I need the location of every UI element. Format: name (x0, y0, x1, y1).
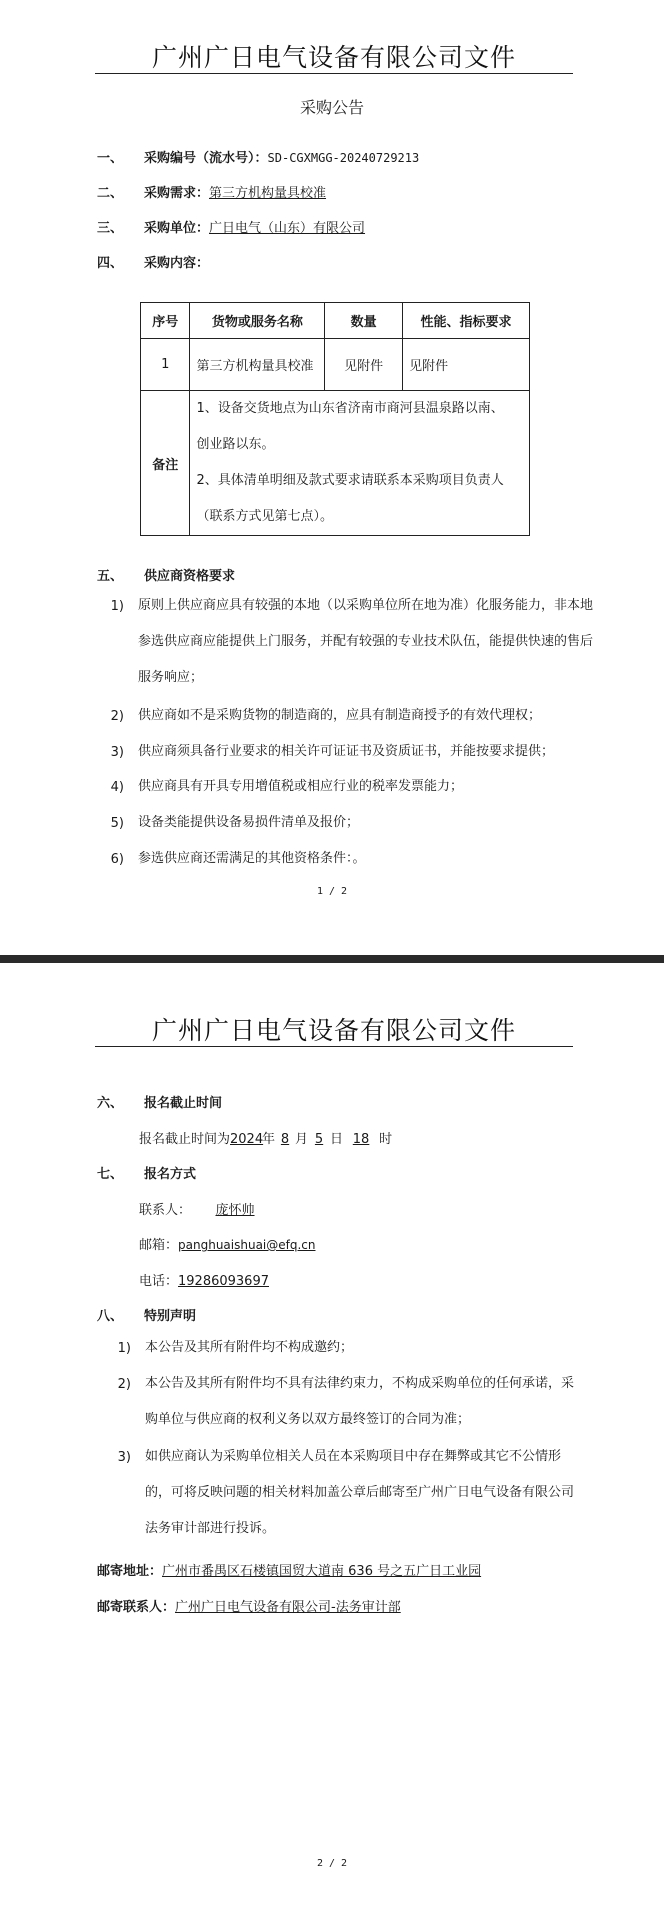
requirement-text: 设备类能提供设备易损件清单及报价； (138, 815, 360, 830)
requirement-text: 供应商须具备行业要求的相关许可证证书及资质证书，并能按要求提供； (138, 744, 555, 759)
table-row (141, 339, 530, 391)
contact-label: 联系人： (139, 1203, 192, 1218)
statement-number: 2) (117, 1377, 131, 1392)
section-number: 二、 (97, 186, 124, 201)
section-number: 一、 (97, 151, 124, 166)
statement-text: 本公告及其所有附件均不具有法律约束力，不构成采购单位的任何承诺，采购单位与供应商的权利义务以双方最终签订的合同为准； (145, 1376, 575, 1427)
phone-value: 19286093697 (178, 1274, 269, 1289)
statement-number: 3) (117, 1450, 131, 1465)
section-label: 采购内容： (144, 256, 210, 271)
email-line (139, 1234, 316, 1253)
page-number: 2 / 2 (316, 1858, 348, 1869)
remark-line: 创业路以东。 (196, 437, 275, 452)
section-label: 报名方式 (144, 1167, 197, 1182)
statement-text: 本公告及其所有附件均不构成邀约； (145, 1340, 354, 1355)
table-remark-row (141, 391, 530, 536)
statement-number: 1) (117, 1341, 131, 1356)
requirement-text: 供应商具有开具专用增值税或相应行业的税率发票能力； (138, 779, 464, 794)
requirement-number: 2) (110, 709, 124, 724)
table-cell: 第三方机构量具校准 (190, 339, 325, 391)
requirement-text: 原则上供应商应具有较强的本地（以采购单位所在地为准）化服务能力，非本地参选供应商应能提供上门服务，并配有较强的专业技术队伍，能提供快速的售后服务响应； (138, 598, 594, 685)
document-page-1 (0, 0, 664, 955)
contact-name: 庞怀帅 (215, 1203, 255, 1218)
header-rule (95, 73, 573, 74)
table-header-cell: 性能、指标要求 (403, 303, 530, 339)
section-number: 五、 (97, 569, 124, 584)
document-header: 广州广日电气设备有限公司文件 (151, 1016, 516, 1045)
section-label: 供应商资格要求 (144, 569, 236, 584)
procurement-table (140, 302, 530, 536)
section-label: 报名截止时间 (144, 1096, 223, 1111)
email-value[interactable]: panghuaishuai@efq.cn (178, 1238, 316, 1252)
section-body (144, 182, 326, 201)
requirement-number: 5) (110, 816, 124, 831)
remark-line: 2、具体清单明细及款式要求请联系本采购项目负责人 (196, 473, 504, 488)
requirement-number: 1) (110, 599, 124, 614)
mailing-address-label: 邮寄地址： (97, 1564, 163, 1579)
deadline-hour: 18 (352, 1132, 370, 1147)
table-cell: 1 (141, 339, 190, 391)
document-page-2 (0, 963, 664, 1918)
remark-line: （联系方式见第七点）。 (196, 509, 333, 524)
remark-content (190, 391, 530, 536)
table-header-cell: 数量 (325, 303, 403, 339)
procurement-demand: 第三方机构量具校准 (209, 186, 327, 201)
table-header-cell: 序号 (141, 303, 190, 339)
phone-line (139, 1270, 269, 1289)
mailing-contact-line (97, 1596, 401, 1615)
email-label: 邮箱： (139, 1238, 179, 1253)
phone-label: 电话： (139, 1274, 179, 1289)
document-header: 广州广日电气设备有限公司文件 (151, 43, 516, 72)
table-cell: 见附件 (403, 339, 530, 391)
requirement-text: 参选供应商还需满足的其他资格条件：。 (138, 851, 366, 866)
section-label: 特别声明 (144, 1309, 197, 1324)
section-number: 四、 (97, 256, 124, 271)
remark-line: 1、设备交货地点为山东省济南市商河县温泉路以南、 (196, 401, 504, 416)
procurement-number: SD-CGXMGG-20240729213 (267, 151, 420, 165)
section-number: 三、 (97, 221, 124, 236)
section-label: 采购编号（流水号）： (144, 151, 268, 166)
deadline-hour-unit: 时 (379, 1132, 393, 1147)
section-body (144, 217, 365, 236)
deadline-month-unit: 月 (295, 1132, 309, 1147)
table-header-row (141, 303, 530, 339)
page-number: 1 / 2 (316, 886, 348, 897)
deadline-day: 5 (314, 1132, 324, 1147)
mailing-address-value: 广州市番禺区石楼镇国贸大道南 636 号之五广日工业园 (162, 1564, 482, 1579)
section-label: 采购单位： (144, 221, 210, 236)
deadline-year-unit: 年 (262, 1132, 276, 1147)
requirement-number: 4) (110, 780, 124, 795)
mailing-address-line (97, 1560, 481, 1579)
table-cell: 见附件 (325, 339, 403, 391)
requirement-number: 6) (110, 852, 124, 867)
section-number: 六、 (97, 1096, 124, 1111)
header-rule (95, 1046, 573, 1047)
page-separator (0, 955, 664, 963)
section-number: 八、 (97, 1309, 124, 1324)
deadline-year: 2024 (230, 1132, 264, 1147)
section-label: 采购需求： (144, 186, 210, 201)
deadline-line (139, 1128, 392, 1147)
deadline-prefix: 报名截止时间为 (139, 1132, 231, 1147)
mailing-contact-label: 邮寄联系人： (97, 1600, 176, 1615)
deadline-month: 8 (280, 1132, 290, 1147)
contact-line (139, 1199, 279, 1218)
statement-text: 如供应商认为采购单位相关人员在本采购项目中存在舞弊或其它不公情形的，可将反映问题的相关材料加盖公章后邮寄至广州广日电气设备有限公司法务审计部进行投诉。 (145, 1449, 575, 1536)
mailing-contact-value: 广州广日电气设备有限公司-法务审计部 (175, 1600, 401, 1615)
page-title: 采购公告 (299, 98, 364, 117)
section-number: 七、 (97, 1167, 124, 1182)
requirement-text: 供应商如不是采购货物的制造商的，应具有制造商授予的有效代理权； (138, 708, 542, 723)
section-body (144, 147, 419, 166)
procurement-unit: 广日电气（山东）有限公司 (209, 221, 366, 236)
remark-label: 备注 (141, 391, 190, 536)
requirement-number: 3) (110, 745, 124, 760)
table-header-cell: 货物或服务名称 (190, 303, 325, 339)
deadline-day-unit: 日 (330, 1132, 344, 1147)
